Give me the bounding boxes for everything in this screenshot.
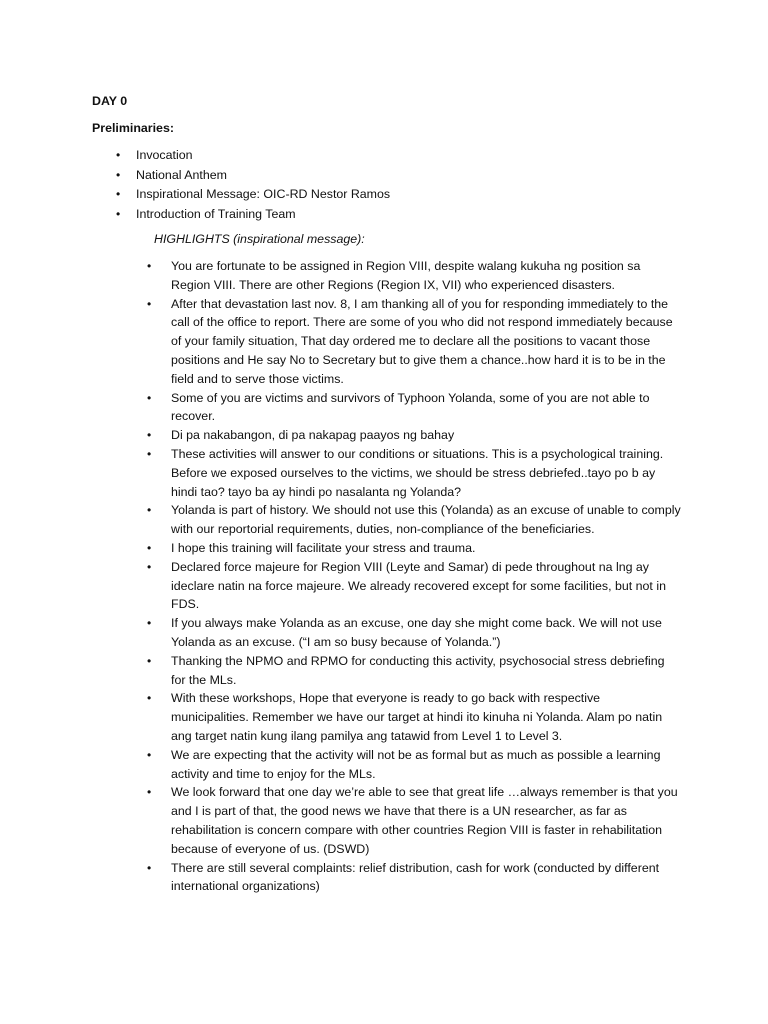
list-item — [92, 295, 681, 389]
list-item — [92, 558, 681, 614]
preliminary-item-national-anthem: National Anthem — [136, 167, 227, 182]
highlight-text: I hope this training will facilitate your stress and trauma. — [171, 540, 476, 555]
bullet-icon: • — [147, 616, 152, 631]
preliminary-item-inspirational-message: Inspirational Message: OIC-RD Nestor Ramos — [136, 187, 391, 201]
highlight-text: You are fortunate to be assigned in Region VIII, despite walang kukuha ng position sa Region VIII. There are other Regions (Region IX, VII) who experienced disasters. — [171, 259, 641, 292]
highlights-list — [92, 257, 692, 896]
highlights-heading: HIGHLIGHTS (inspirational message): — [154, 232, 365, 246]
highlight-text: After that devastation last nov. 8, I am thanking all of you for responding immediately to the call of the office to report. There are some of you who did not respond immediately because of your family situation, That day ordered me to declare all the positions to vacant those positions and He say No to Secretary but to give them a chance..how hard it is to be in the field and to serve those victims. — [171, 296, 673, 386]
highlight-text: Declared force majeure for Region VIII (Leyte and Samar) di pede throughout na lng ay ideclare natin na force majeure. We already recovered except for some facilities, but not in FDS. — [171, 559, 666, 612]
list-item — [92, 445, 681, 501]
bullet-icon: • — [147, 653, 152, 668]
bullet-icon: • — [147, 559, 152, 574]
preliminaries-heading: Preliminaries: — [92, 121, 174, 135]
bullet-icon: • — [147, 503, 152, 518]
bullet-icon: • — [147, 860, 152, 875]
list-item — [92, 426, 681, 445]
day-title: DAY 0 — [92, 94, 128, 108]
bullet-icon: • — [116, 187, 121, 201]
highlight-text: Yolanda is part of history. We should not use this (Yolanda) as an excuse of unable to comply with our reportorial requirements, duties, non-compliance of the beneficiaries. — [171, 503, 681, 537]
bullet-icon: • — [116, 206, 121, 221]
bullet-icon: • — [147, 446, 152, 461]
preliminary-item-training-team: Introduction of Training Team — [136, 206, 296, 221]
bullet-icon: • — [147, 390, 152, 405]
highlight-text: With these workshops, Hope that everyone is ready to go back with respective municipalities. Remember we have our target at hindi ito kinuha ni Yolanda. Alam po natin ang target natin kung ilang pamilya ang tatawid from Level 1 to Level 3. — [171, 691, 663, 743]
list-item — [92, 539, 681, 558]
bullet-icon: • — [147, 540, 152, 555]
bullet-icon: • — [147, 428, 152, 443]
preliminaries-list — [92, 146, 692, 224]
highlight-text: Some of you are victims and survivors of Typhoon Yolanda, some of you are not able to recover. — [171, 390, 650, 424]
highlight-text: We are expecting that the activity will not be as formal but as much as possible a learning activity and time to enjoy for the MLs. — [171, 747, 661, 781]
list-item — [92, 501, 681, 539]
highlight-text: We look forward that one day we’re able to see that great life …always remember is that you and I is part of that, the good news we have that there is a UN researcher, as far as rehabilitation is concern compare with other countries Region VIII is faster in rehabilitation because of everyone of us. (DSWD) — [171, 785, 678, 856]
list-item — [92, 783, 681, 858]
list-item — [92, 746, 681, 784]
list-item — [92, 859, 681, 897]
list-item — [92, 389, 681, 427]
list-item — [92, 614, 681, 652]
highlight-text: These activities will answer to our conditions or situations. This is a psychological training. Before we exposed ourselves to the victims, we should be stress debriefed..tayo po b ay hindi tao? tayo ba ay hindi po nasalanta ng Yolanda? — [171, 446, 664, 499]
bullet-icon: • — [147, 747, 152, 762]
highlight-text: If you always make Yolanda as an excuse, one day she might come back. We will not use Yolanda as an excuse. (“I am so busy because of Yolanda.”) — [171, 616, 662, 649]
bullet-icon: • — [147, 691, 152, 706]
document-content — [92, 92, 692, 896]
bullet-icon: • — [147, 785, 152, 800]
highlight-text: Di pa nakabangon, di pa nakapag paayos ng bahay — [171, 428, 455, 443]
highlight-text: Thanking the NPMO and RPMO for conducting this activity, psychosocial stress debriefing for the MLs. — [171, 653, 665, 687]
list-item — [92, 652, 681, 690]
preliminary-item-invocation: Invocation — [136, 148, 193, 162]
highlight-text: There are still several complaints: relief distribution, cash for work (conducted by different international organizations) — [171, 860, 660, 894]
bullet-icon: • — [147, 296, 152, 311]
list-item — [92, 257, 681, 295]
bullet-icon: • — [116, 167, 121, 182]
list-item — [92, 146, 692, 166]
bullet-icon: • — [147, 259, 152, 273]
list-item — [92, 205, 692, 225]
bullet-icon: • — [116, 148, 121, 162]
list-item — [92, 185, 692, 205]
list-item — [92, 166, 692, 186]
list-item — [92, 689, 681, 745]
